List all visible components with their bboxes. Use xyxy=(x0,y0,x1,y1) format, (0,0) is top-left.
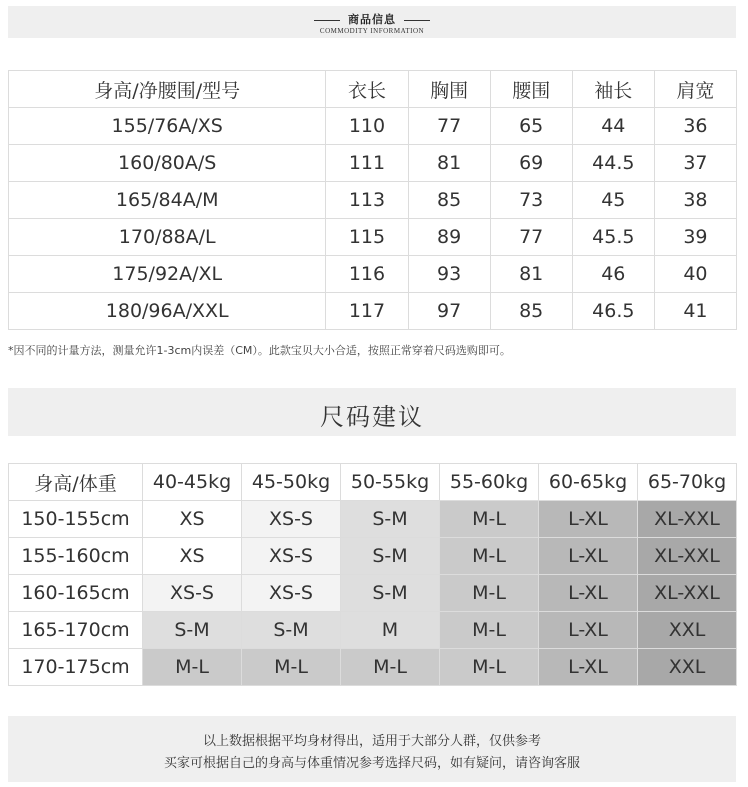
height-range-cell: 155-160cm xyxy=(9,538,143,575)
measure-header-cell: 袖长 xyxy=(572,71,654,108)
size-suggestion-cell: XL-XXL xyxy=(638,501,737,538)
measure-value-cell: 46 xyxy=(572,256,654,293)
size-suggestion-cell: M-L xyxy=(440,612,539,649)
size-suggestion-cell: XS xyxy=(143,538,242,575)
size-suggestion-cell: S-M xyxy=(143,612,242,649)
height-range-cell: 150-155cm xyxy=(9,501,143,538)
measurement-note: *因不同的计量方法，测量允许1-3cm内误差（CM）。此款宝贝大小合适，按照正常穿着尺码选购即可。 xyxy=(8,344,511,357)
size-suggestion-cell: M-L xyxy=(440,501,539,538)
size-suggestion-cell: XS-S xyxy=(242,575,341,612)
size-table-row xyxy=(9,649,737,686)
measure-value-cell: 45.5 xyxy=(572,219,654,256)
measure-table-row xyxy=(9,182,737,219)
measure-value-cell: 117 xyxy=(326,293,408,330)
size-suggestion-cell: XXL xyxy=(638,649,737,686)
measure-value-cell: 85 xyxy=(408,182,490,219)
measure-header-cell: 胸围 xyxy=(408,71,490,108)
size-suggestion-cell: M-L xyxy=(440,575,539,612)
size-suggestion-cell: M-L xyxy=(341,649,440,686)
measure-table-row xyxy=(9,108,737,145)
measure-value-cell: 65 xyxy=(490,108,572,145)
measure-table-row xyxy=(9,219,737,256)
measure-table-row xyxy=(9,256,737,293)
measure-size-cell: 155/76A/XS xyxy=(9,108,326,145)
measure-table-header-row xyxy=(9,71,737,108)
measure-value-cell: 69 xyxy=(490,145,572,182)
size-suggestion-banner xyxy=(8,388,736,436)
size-suggestion-cell: L-XL xyxy=(539,501,638,538)
header-title-text: 商品信息 xyxy=(348,13,396,26)
measure-value-cell: 115 xyxy=(326,219,408,256)
commodity-info-header xyxy=(8,6,736,38)
measure-header-cell: 身高/净腰围/型号 xyxy=(9,71,326,108)
measure-value-cell: 89 xyxy=(408,219,490,256)
measure-size-cell: 180/96A/XXL xyxy=(9,293,326,330)
size-table xyxy=(8,463,737,686)
size-table-row xyxy=(9,501,737,538)
measure-value-cell: 116 xyxy=(326,256,408,293)
size-suggestion-title: 尺码建议 xyxy=(320,403,424,431)
measure-size-cell: 165/84A/M xyxy=(9,182,326,219)
size-table-row xyxy=(9,612,737,649)
size-table-header-row xyxy=(9,464,737,501)
size-suggestion-cell: XL-XXL xyxy=(638,575,737,612)
measure-value-cell: 37 xyxy=(654,145,736,182)
measure-value-cell: 85 xyxy=(490,293,572,330)
size-suggestion-cell: XS xyxy=(143,501,242,538)
header-subtitle: COMMODITY INFORMATION xyxy=(319,27,425,35)
header-rule-left xyxy=(314,20,340,21)
measure-size-cell: 170/88A/L xyxy=(9,219,326,256)
measure-value-cell: 38 xyxy=(654,182,736,219)
measure-table-row xyxy=(9,293,737,330)
size-suggestion-cell: XS-S xyxy=(242,538,341,575)
measure-value-cell: 46.5 xyxy=(572,293,654,330)
measure-value-cell: 44 xyxy=(572,108,654,145)
size-suggestion-cell: S-M xyxy=(341,501,440,538)
measure-table xyxy=(8,70,737,330)
footer-line-2: 买家可根据自己的身高与体重情况参考选择尺码，如有疑问，请咨询客服 xyxy=(163,756,580,771)
size-suggestion-cell: S-M xyxy=(242,612,341,649)
measure-value-cell: 39 xyxy=(654,219,736,256)
measure-value-cell: 93 xyxy=(408,256,490,293)
measure-table-row xyxy=(9,145,737,182)
size-header-cell: 55-60kg xyxy=(440,464,539,501)
size-header-cell: 50-55kg xyxy=(341,464,440,501)
measure-value-cell: 77 xyxy=(408,108,490,145)
measure-value-cell: 110 xyxy=(326,108,408,145)
measure-value-cell: 73 xyxy=(490,182,572,219)
size-suggestion-cell: L-XL xyxy=(539,575,638,612)
measure-header-cell: 腰围 xyxy=(490,71,572,108)
size-suggestion-cell: S-M xyxy=(341,575,440,612)
size-suggestion-cell: XS-S xyxy=(143,575,242,612)
size-suggestion-cell: XL-XXL xyxy=(638,538,737,575)
height-range-cell: 170-175cm xyxy=(9,649,143,686)
size-suggestion-cell: M-L xyxy=(242,649,341,686)
size-suggestion-cell: L-XL xyxy=(539,649,638,686)
size-suggestion-cell: M-L xyxy=(440,538,539,575)
size-header-cell: 45-50kg xyxy=(242,464,341,501)
size-suggestion-cell: XS-S xyxy=(242,501,341,538)
header-rule-right xyxy=(404,20,430,21)
size-header-cell: 身高/体重 xyxy=(9,464,143,501)
footer-line-1: 以上数据根据平均身材得出，适用于大部分人群，仅供参考 xyxy=(202,734,541,749)
size-header-cell: 60-65kg xyxy=(539,464,638,501)
measure-value-cell: 81 xyxy=(408,145,490,182)
size-suggestion-cell: S-M xyxy=(341,538,440,575)
measure-value-cell: 41 xyxy=(654,293,736,330)
size-suggestion-cell: M xyxy=(341,612,440,649)
size-suggestion-cell: M-L xyxy=(440,649,539,686)
measure-header-cell: 衣长 xyxy=(326,71,408,108)
measure-header-cell: 肩宽 xyxy=(654,71,736,108)
size-header-cell: 40-45kg xyxy=(143,464,242,501)
footer-note xyxy=(8,716,736,782)
measure-value-cell: 111 xyxy=(326,145,408,182)
measure-value-cell: 81 xyxy=(490,256,572,293)
size-header-cell: 65-70kg xyxy=(638,464,737,501)
measure-size-cell: 160/80A/S xyxy=(9,145,326,182)
measure-value-cell: 40 xyxy=(654,256,736,293)
measure-value-cell: 44.5 xyxy=(572,145,654,182)
measure-value-cell: 113 xyxy=(326,182,408,219)
size-suggestion-cell: M-L xyxy=(143,649,242,686)
measure-value-cell: 36 xyxy=(654,108,736,145)
measure-value-cell: 45 xyxy=(572,182,654,219)
header-title xyxy=(8,11,736,27)
height-range-cell: 160-165cm xyxy=(9,575,143,612)
size-suggestion-cell: XXL xyxy=(638,612,737,649)
size-suggestion-cell: L-XL xyxy=(539,612,638,649)
size-table-row xyxy=(9,575,737,612)
size-suggestion-cell: L-XL xyxy=(539,538,638,575)
size-table-row xyxy=(9,538,737,575)
height-range-cell: 165-170cm xyxy=(9,612,143,649)
measure-value-cell: 77 xyxy=(490,219,572,256)
measure-value-cell: 97 xyxy=(408,293,490,330)
measure-size-cell: 175/92A/XL xyxy=(9,256,326,293)
